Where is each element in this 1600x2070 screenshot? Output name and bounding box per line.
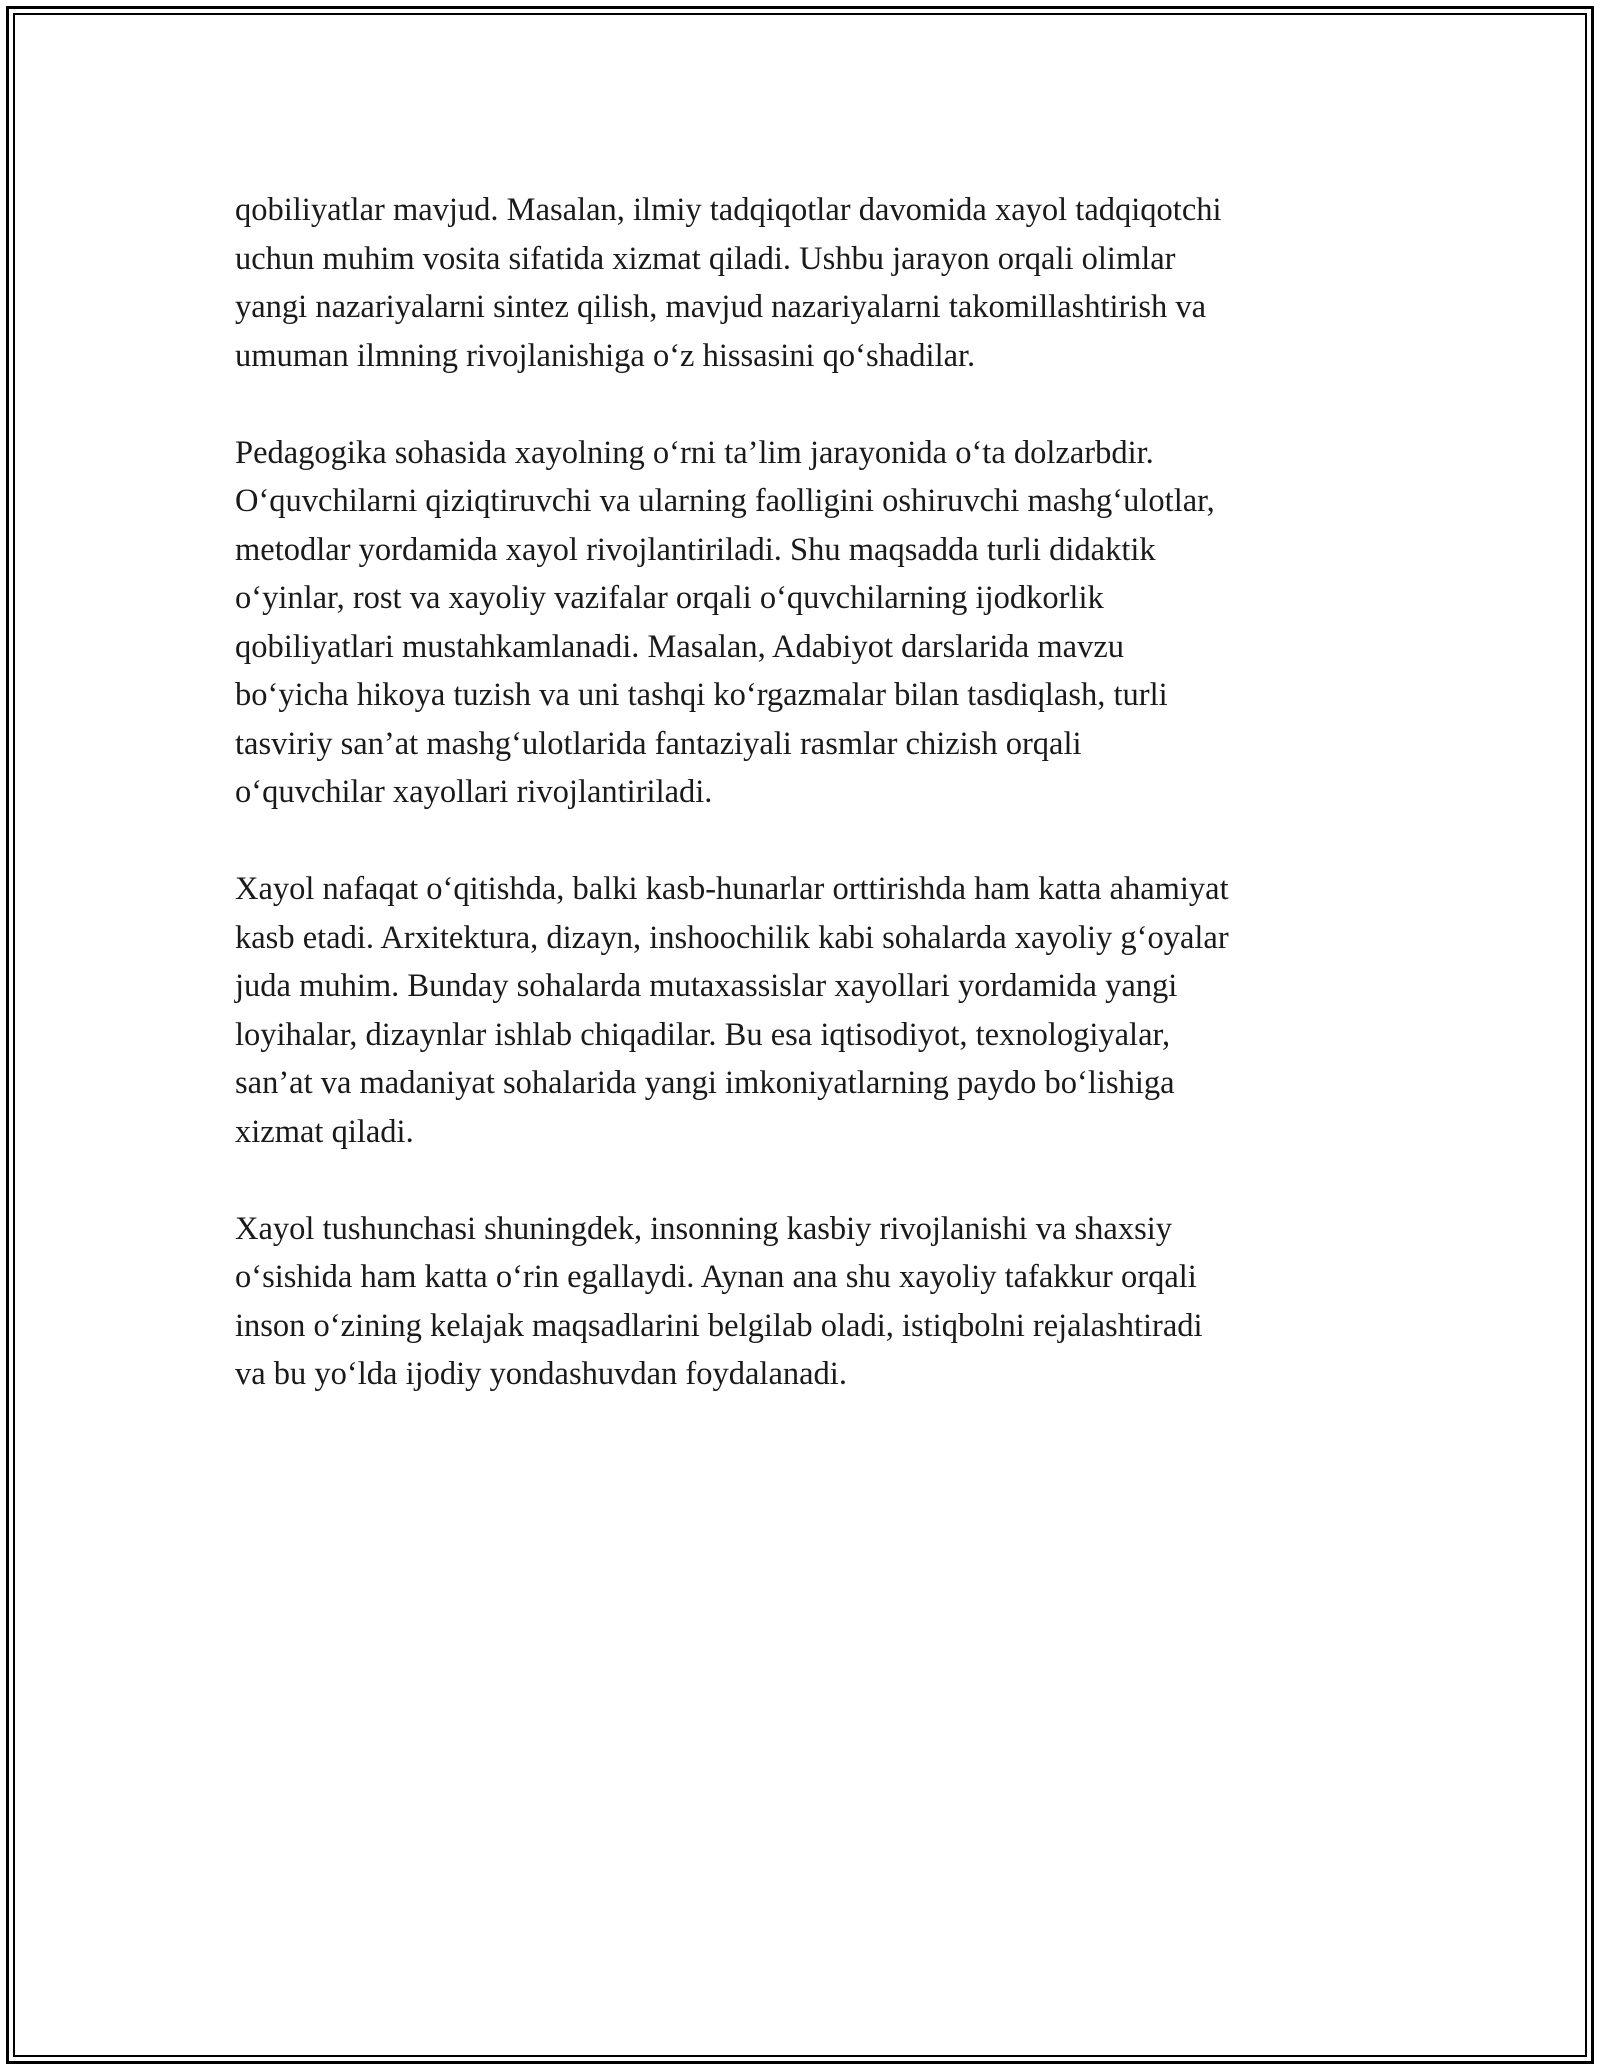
text-line: tasviriy san’at mashg‘ulotlarida fantaziyali rasmlar chizish orqali (235, 725, 1082, 762)
text-line: qobiliyatlari mustahkamlanadi. Masalan, Adabiyot darslarida mavzu (235, 628, 1124, 665)
text-line: umuman ilmning rivojlanishiga o‘z hissasini qo‘shadilar. (235, 337, 976, 374)
text-line: va bu yo‘lda ijodiy yondashuvdan foydalanadi. (235, 1356, 847, 1392)
text-line: loyihalar, dizaynlar ishlab chiqadilar. Bu esa iqtisodiyot, texnologiyalar, (235, 1016, 1171, 1053)
text-line: O‘quvchilarni qiziqtiruvchi va ularning faolligini oshiruvchi mashg‘ulotlar, (235, 483, 1215, 519)
text-line: o‘yinlar, rost va xayoliy vazifalar orqali o‘quvchilarning ijodkorlik (235, 580, 1104, 616)
paragraph-3 (235, 865, 1375, 1156)
text-line: yangi nazariyalarni sintez qilish, mavjud nazariyalarni takomillashtirish va (235, 289, 1207, 325)
text-line: Pedagogika sohasida xayolning o‘rni ta’lim jarayonida o‘ta dolzarbdir. (235, 434, 1154, 471)
text-line: san’at va madaniyat sohalarida yangi imkoniyatlarning paydo bo‘lishiga (235, 1065, 1175, 1101)
text-line: uchun muhim vosita sifatida xizmat qiladi. Ushbu jarayon orqali olimlar (235, 240, 1176, 277)
text-line: juda muhim. Bunday sohalarda mutaxassislar xayollari yordamida yangi (235, 968, 1178, 1004)
text-line: qobiliyatlar mavjud. Masalan, ilmiy tadqiqotlar davomida xayol tadqiqotchi (235, 192, 1222, 228)
text-line: o‘quvchilar xayollari rivojlantiriladi. (235, 774, 713, 810)
text-line: metodlar yordamida xayol rivojlantiriladi. Shu maqsadda turli didaktik (235, 531, 1156, 568)
text-line: o‘sishida ham katta o‘rin egallaydi. Aynan ana shu xayoliy tafakkur orqali (235, 1259, 1197, 1295)
text-line: Xayol tushunchasi shuningdek, insonning kasbiy rivojlanishi va shaxsiy (235, 1210, 1173, 1247)
paragraph-1 (235, 186, 1375, 380)
text-line: inson o‘zining kelajak maqsadlarini belgilab oladi, istiqbolni rejalashtiradi (235, 1307, 1203, 1344)
text-line: Xayol nafaqat o‘qitishda, balki kasb-hunarlar orttirishda ham katta ahamiyat (235, 871, 1229, 907)
paragraph-2 (235, 429, 1375, 817)
document-body (235, 186, 1375, 1447)
text-line: xizmat qiladi. (235, 1113, 414, 1150)
text-line: kasb etadi. Arxitektura, dizayn, inshoochilik kabi sohalarda xayoliy g‘oyalar (235, 919, 1229, 956)
text-line: bo‘yicha hikoya tuzish va uni tashqi ko‘rgazmalar bilan tasdiqlash, turli (235, 677, 1168, 713)
paragraph-4 (235, 1205, 1375, 1399)
